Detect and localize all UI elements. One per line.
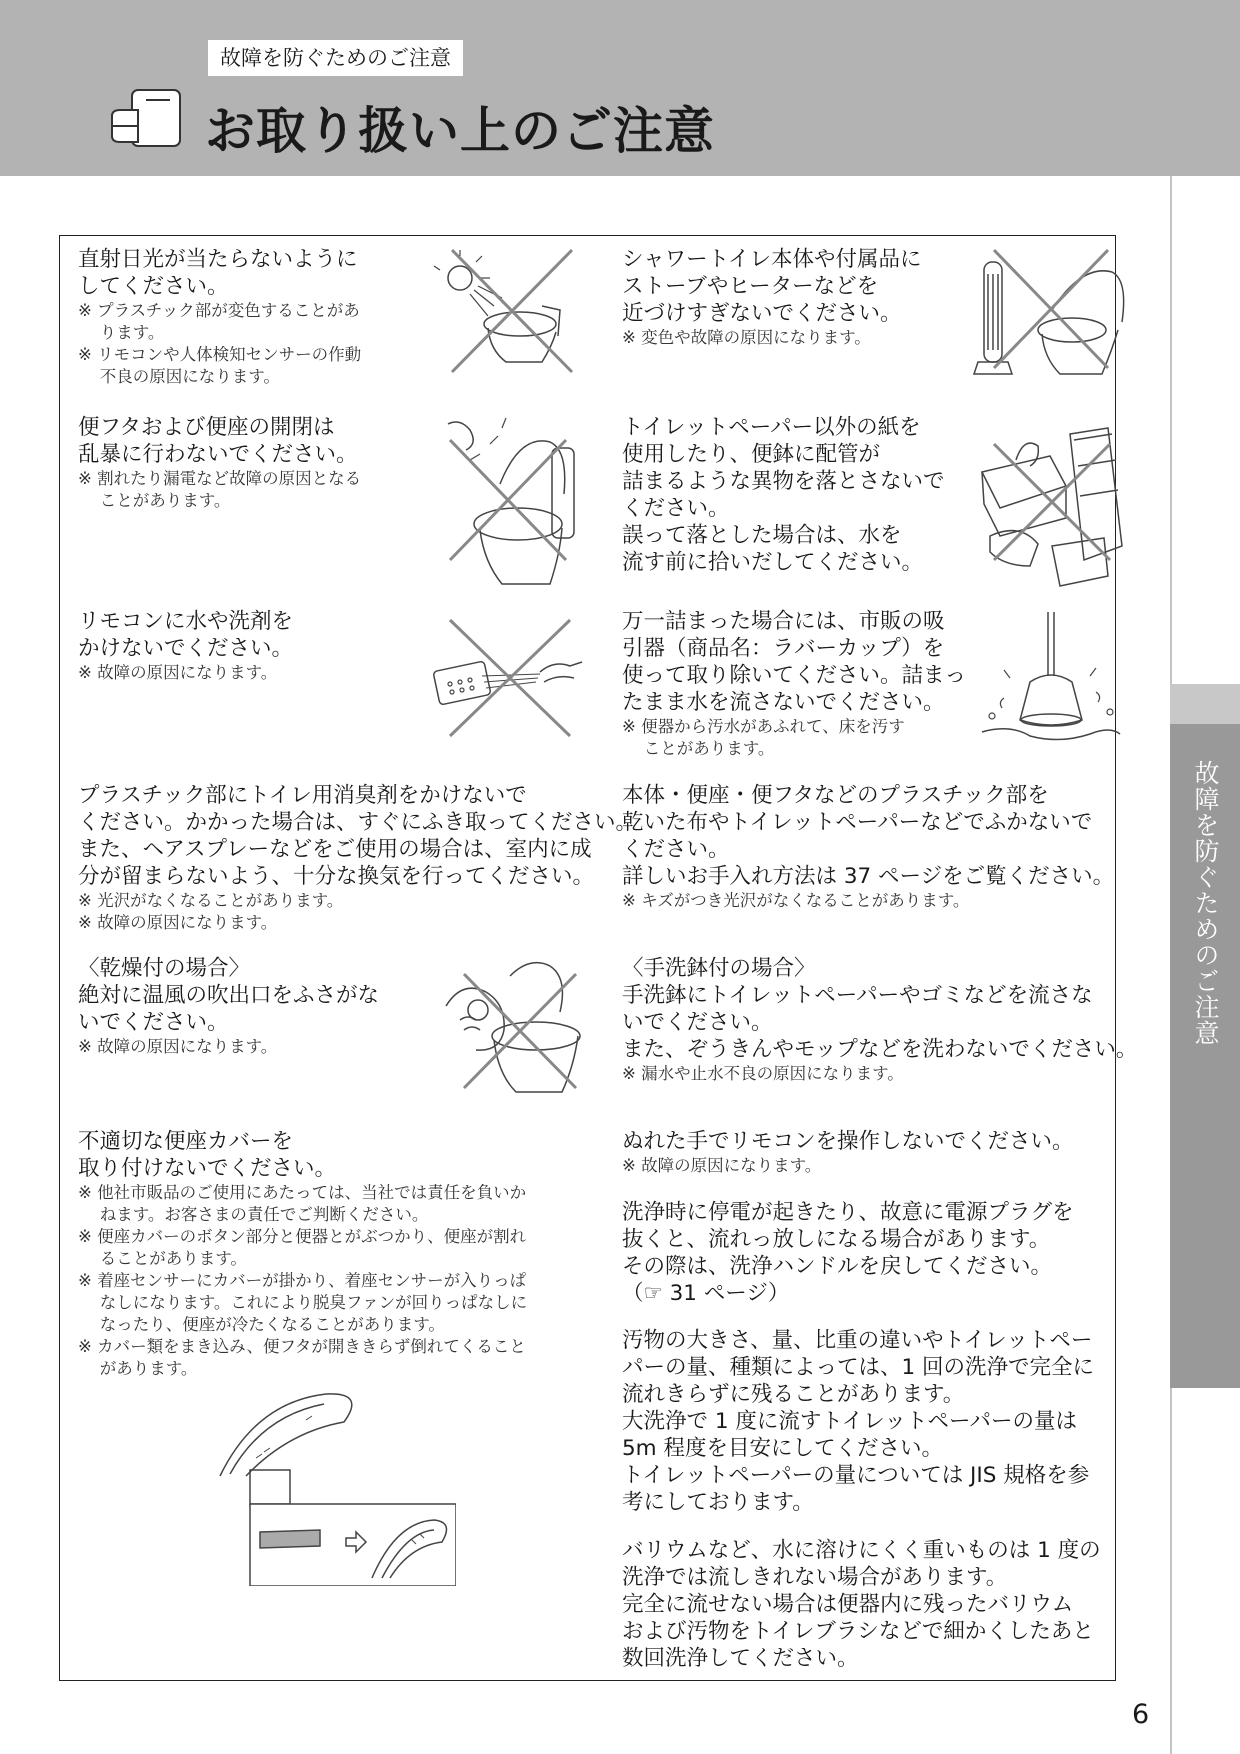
header-category-label: 故障を防ぐためのご注意 bbox=[208, 40, 463, 76]
section-clog: 万一詰まった場合には、市販の吸 引器（商品名：ラバーカップ）を 使って取り除いてください。詰まっ たまま水を流さないでください。 ※ 便器から汚水があふれて、床を汚す ことがあります。 bbox=[622, 609, 967, 758]
side-tab-accent bbox=[1170, 684, 1240, 724]
prohibited-cross-icon bbox=[460, 970, 580, 1092]
section-power: 洗浄時に停電が起きたり、故意に電源プラグを 抜くと、流れっ放しになる場合があります。 その際は、洗浄ハンドルを戻してください。 （☞ 31 ページ） bbox=[622, 1200, 1074, 1306]
seat-cover-illustration bbox=[216, 1392, 456, 1586]
section-sunlight: 直射日光が当たらないように してください。 ※ プラスチック部が変色することがあ ります。 ※ リモコンや人体検知センサーの作動 不良の原因になります。 bbox=[78, 247, 362, 386]
section-deodorant: プラスチック部にトイレ用消臭剤をかけないで ください。かかった場合は、すぐにふき取ってください。 また、ヘアスプレーなどをご使用の場合は、室内に成 分が留まらないよう、十分な換気を行ってください。 ※ 光沢がなくなることがあります。 ※ 故障の原因になります。 bbox=[78, 783, 638, 932]
section-lid: 便フタおよび便座の開閉は 乱暴に行わないでください。 ※ 割れたり漏電など故障の原因となる ことがあります。 bbox=[78, 415, 362, 510]
section-barium: バリウムなど、水に溶けにくく重いものは 1 度の 洗浄では流しきれない場合があります。 完全に流せない場合は便器内に残ったバリウム および汚物をトイレブラシなどで細かくしたあと 数回洗浄してください。 bbox=[622, 1538, 1101, 1671]
section-waste: 汚物の大きさ、量、比重の違いやトイレットペー パーの量、種類によっては、1 回の洗浄で完全に 流れきらずに残ることがあります。 大洗浄で 1 度に流すトイレットペーパーの量は 5m 程度を目安にしてください。 トイレットペーパーの量については JIS 規格を参 考にしております。 bbox=[622, 1328, 1095, 1515]
prohibited-cross-icon bbox=[446, 616, 574, 740]
prohibited-cross-icon bbox=[990, 440, 1114, 564]
section-stove: シャワートイレ本体や付属品に ストーブやヒーターなどを 近づけすぎないでください。 ※ 変色や故障の原因になります。 bbox=[622, 247, 922, 347]
prohibited-cross-icon bbox=[446, 246, 578, 376]
toilet-seat-icon bbox=[108, 86, 184, 150]
page-number: 6 bbox=[1132, 1699, 1150, 1730]
section-wet-hands: ぬれた手でリモコンを操作しないでください。 ※ 故障の原因になります。 bbox=[622, 1129, 1074, 1175]
side-tab-label: 故障を防ぐためのご注意 bbox=[1191, 760, 1220, 1046]
prohibited-cross-icon bbox=[990, 246, 1112, 372]
section-paper: トイレットペーパー以外の紙を 使用したり、便鉢に配管が 詰まるような異物を落とさないで ください。 誤って落とした場合は、水を 流す前に拾いだしてください。 bbox=[622, 415, 945, 575]
section-dryer: 〈乾燥付の場合〉 絶対に温風の吹出口をふさがな いでください。 ※ 故障の原因になります。 bbox=[78, 956, 380, 1056]
section-handwash: 〈手洗鉢付の場合〉 手洗鉢にトイレットペーパーやゴミなどを流さな いでください。 また、ぞうきんやモップなどを洗わないでください。 ※ 漏水や止水不良の原因になります。 bbox=[622, 956, 1138, 1083]
page-header bbox=[0, 0, 1240, 176]
prohibited-cross-icon bbox=[446, 436, 570, 564]
section-cover: 不適切な便座カバーを 取り付けないでください。 ※ 他社市販品のご使用にあたっては、当社では責任を負いか ねます。お客さまの責任でご判断ください。 ※ 便座カバーのボタン部分と便器とがぶつかり、便座が割れ ることがあります。 ※ 着座センサーにカバーが掛かり、着座センサーが入りっぱ なしになります。これにより脱臭ファンが回りっぱなしに なったり、便座が冷たくなることがあります。 ※ カバー類をまき込み、便フタが開ききらず倒れてくること があります。 bbox=[78, 1129, 528, 1378]
section-wipe: 本体・便座・便フタなどのプラスチック部を 乾いた布やトイレットペーパーなどでふかないで ください。 詳しいお手入れ方法は 37 ページをご覧ください。 ※ キズがつき光沢がなくなることがあります。 bbox=[622, 783, 1115, 910]
page-title: お取り扱い上のご注意 bbox=[205, 102, 715, 160]
plunger-illustration bbox=[980, 612, 1122, 750]
section-remote-water: リモコンに水や洗剤を かけないでください。 ※ 故障の原因になります。 bbox=[78, 609, 294, 682]
